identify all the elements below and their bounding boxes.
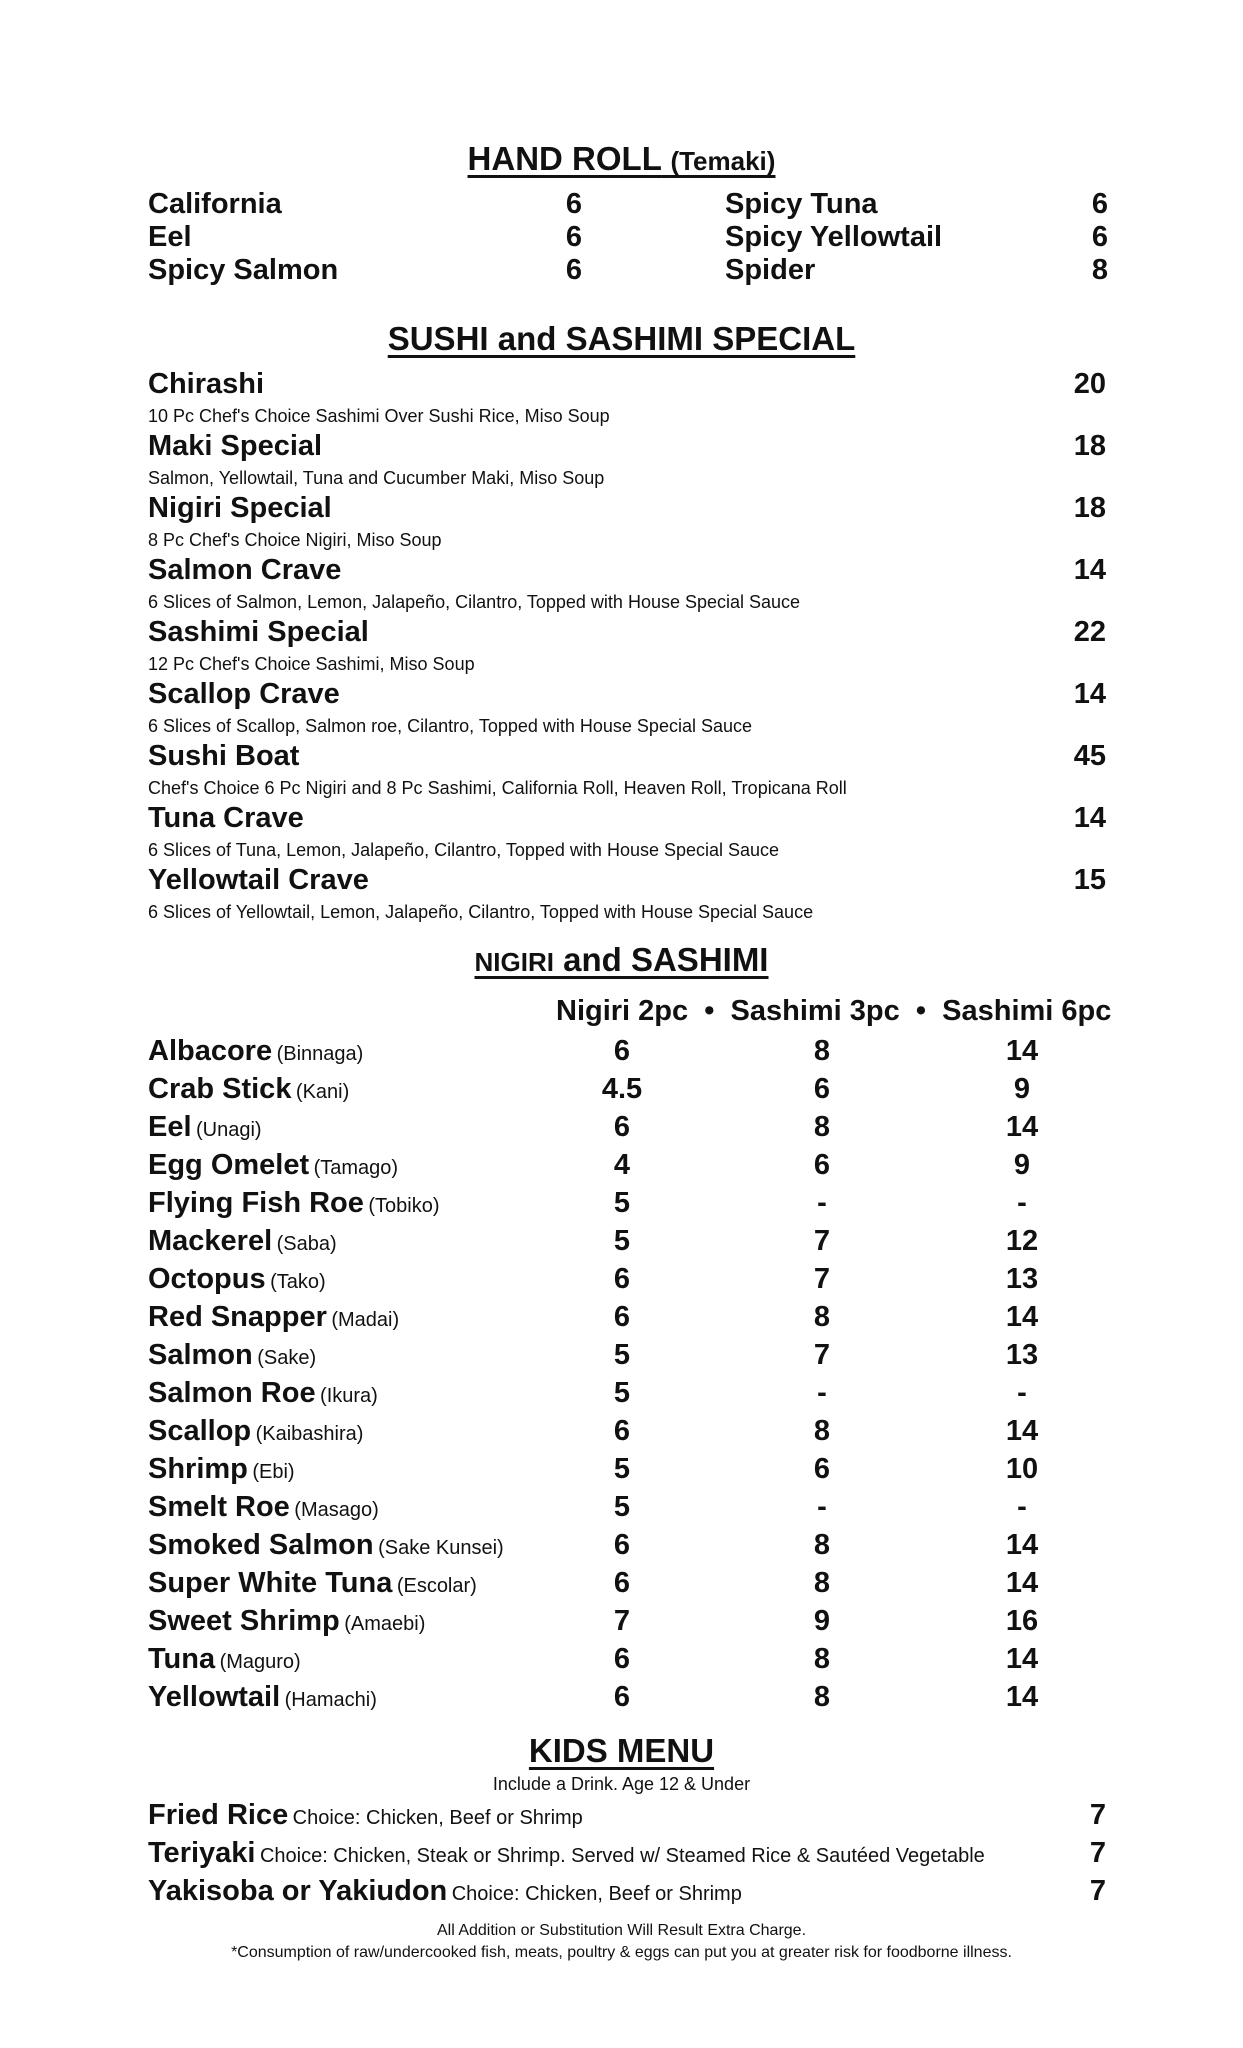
special-item-desc: 6 Slices of Yellowtail, Lemon, Jalapeño, Cilantro, Topped with House Special Sauce [148,902,814,922]
hand-roll-item-name: Spicy Yellowtail [725,221,943,253]
sashimi-6pc-price: 14 [1005,1529,1039,1561]
special-item-name: Tuna Crave [148,802,304,834]
nigiri-row [0,1073,1243,1111]
nigiri-item-name [148,1377,378,1410]
nigiri-row [0,1415,1243,1453]
special-item [148,556,1106,611]
hand-roll-item-name: Eel [148,221,192,253]
sashimi-6pc-price: - [1017,1491,1027,1523]
nigiri-item-english: Crab Stick [148,1073,292,1105]
hand-roll-item-price: 6 [1091,188,1108,220]
nigiri-2pc-price: 7 [613,1605,631,1637]
special-item-name: Sashimi Special [148,616,369,648]
hand-roll-item-name: Spider [725,254,816,286]
nigiri-2pc-price: 4 [613,1149,631,1181]
nigiri-2pc-price: 6 [613,1681,631,1713]
nigiri-row [0,1339,1243,1377]
nigiri-item-japanese: (Saba) [276,1233,337,1255]
special-item-desc: 10 Pc Chef's Choice Sashimi Over Sushi Rice, Miso Soup [148,406,610,426]
special-item [148,494,1106,549]
sashimi-6pc-price: 14 [1005,1567,1039,1599]
nigiri-2pc-price: 6 [613,1415,631,1447]
sashimi-6pc-price: 9 [1013,1149,1031,1181]
nigiri-item-japanese: (Tako) [270,1271,326,1293]
nigiri-2pc-price: 5 [613,1453,631,1485]
nigiri-row [0,1225,1243,1263]
sashimi-6pc-price: - [1017,1377,1027,1409]
consumption-warning: *Consumption of raw/undercooked fish, meats, poultry & eggs can put you at greater risk for foodborne illness. [231,1944,1012,1961]
nigiri-item-english: Salmon Roe [148,1377,316,1409]
nigiri-item-japanese: (Sake) [257,1347,317,1369]
nigiri-row [0,1453,1243,1491]
sashimi-3pc-price: 8 [813,1567,831,1599]
sashimi-6pc-price: 14 [1005,1643,1039,1675]
sashimi-6pc-price: 14 [1005,1035,1039,1067]
special-item-name: Scallop Crave [148,678,340,710]
nigiri-item-japanese: (Ebi) [252,1461,295,1483]
nigiri-item-japanese: (Amaebi) [344,1613,426,1635]
nigiri-item-japanese: (Maguro) [219,1651,301,1673]
sashimi-3pc-price: 7 [813,1263,831,1295]
nigiri-item-japanese: (Unagi) [195,1119,262,1141]
special-item-name: Maki Special [148,430,323,462]
nigiri-item-name [148,1073,349,1106]
nigiri-column-headers: Nigiri 2pc • Sashimi 3pc • Sashimi 6pc [556,995,1112,1027]
sashimi-3pc-price: 9 [813,1605,831,1637]
special-item [148,804,1106,859]
special-item-name: Nigiri Special [148,492,332,524]
sashimi-3pc-price: 8 [813,1681,831,1713]
sashimi-3pc-price: - [817,1491,827,1523]
hand-roll-item-price: 6 [565,188,582,220]
hand-roll-item-price: 6 [565,221,582,253]
nigiri-item-japanese: (Tobiko) [368,1195,440,1217]
nigiri-title: NIGIRI and SASHIMI [474,941,769,978]
special-item-desc: 8 Pc Chef's Choice Nigiri, Miso Soup [148,530,442,550]
nigiri-item-english: Super White Tuna [148,1567,393,1599]
nigiri-item-name [148,1453,295,1486]
nigiri-row [0,1111,1243,1149]
sashimi-3pc-price: 8 [813,1111,831,1143]
nigiri-2pc-price: 5 [613,1491,631,1523]
kids-item [148,1837,1106,1870]
nigiri-item-english: Albacore [148,1035,273,1067]
nigiri-item-name [148,1643,301,1676]
nigiri-item-english: Octopus [148,1263,266,1295]
sashimi-6pc-price: 14 [1005,1111,1039,1143]
nigiri-item-english: Red Snapper [148,1301,327,1333]
nigiri-row [0,1263,1243,1301]
nigiri-row [0,1605,1243,1643]
sashimi-6pc-price: 14 [1005,1681,1039,1713]
special-item-desc: 6 Slices of Salmon, Lemon, Jalapeño, Cilantro, Topped with House Special Sauce [148,592,801,612]
special-item-price: 14 [1073,554,1106,586]
nigiri-item-name [148,1263,326,1296]
nigiri-item-japanese: (Ikura) [320,1385,378,1407]
surcharge-note: All Addition or Substitution Will Result Extra Charge. [436,1922,807,1939]
sashimi-3pc-price: - [817,1187,827,1219]
nigiri-item-japanese: (Sake Kunsei) [378,1537,504,1559]
nigiri-row [0,1567,1243,1605]
special-item-desc: 6 Slices of Scallop, Salmon roe, Cilantro, Topped with House Special Sauce [148,716,753,736]
kids-title: KIDS MENU [528,1732,715,1769]
nigiri-item-japanese: (Escolar) [396,1575,477,1597]
nigiri-item-name [148,1035,363,1068]
sashimi-3pc-price: 7 [813,1225,831,1257]
nigiri-item-name [148,1529,504,1562]
nigiri-item-english: Salmon [148,1339,253,1371]
nigiri-item-japanese: (Masago) [294,1499,379,1521]
hand-roll-item-price: 8 [1091,254,1108,286]
nigiri-item-name [148,1225,337,1258]
kids-item-name: Teriyaki [148,1837,256,1869]
nigiri-item-english: Sweet Shrimp [148,1605,340,1637]
nigiri-row [0,1529,1243,1567]
sashimi-3pc-price: 6 [813,1453,831,1485]
nigiri-item-english: Egg Omelet [148,1149,310,1181]
nigiri-item-english: Yellowtail [148,1681,281,1713]
nigiri-2pc-price: 5 [613,1339,631,1371]
nigiri-item-english: Tuna [148,1643,216,1675]
nigiri-item-japanese: (Binnaga) [276,1043,364,1065]
special-item [148,680,1106,735]
special-item [148,742,1106,797]
nigiri-2pc-price: 6 [613,1263,631,1295]
nigiri-item-japanese: (Madai) [331,1309,400,1331]
nigiri-item-name [148,1339,316,1372]
sashimi-6pc-price: 14 [1005,1301,1039,1333]
sashimi-3pc-price: 8 [813,1415,831,1447]
nigiri-item-japanese: (Kaibashira) [255,1423,364,1445]
special-item-name: Chirashi [148,368,265,400]
special-item-price: 14 [1073,678,1106,710]
nigiri-item-english: Smoked Salmon [148,1529,374,1561]
kids-item [148,1875,1106,1908]
sashimi-3pc-price: 7 [813,1339,831,1371]
special-item-desc: Chef's Choice 6 Pc Nigiri and 8 Pc Sashimi, California Roll, Heaven Roll, Tropicana Roll [148,778,847,798]
nigiri-item-english: Smelt Roe [148,1491,290,1523]
special-item [148,866,1106,921]
kids-item-desc: Choice: Chicken, Beef or Shrimp [292,1807,583,1829]
nigiri-2pc-price: 6 [613,1301,631,1333]
special-item-price: 18 [1073,430,1106,462]
special-title: SUSHI and SASHIMI SPECIAL [387,320,856,357]
nigiri-row [0,1187,1243,1225]
nigiri-item-japanese: (Hamachi) [284,1689,377,1711]
sashimi-3pc-price: 8 [813,1301,831,1333]
nigiri-item-name [148,1415,363,1448]
special-item-price: 14 [1073,802,1106,834]
kids-item-name: Fried Rice [148,1799,289,1831]
nigiri-item-name [148,1111,262,1144]
kids-subtitle: Include a Drink. Age 12 & Under [492,1774,751,1794]
nigiri-2pc-price: 5 [613,1187,631,1219]
nigiri-item-english: Mackerel [148,1225,273,1257]
nigiri-2pc-price: 6 [613,1035,631,1067]
kids-item-price: 7 [1089,1875,1106,1907]
sashimi-3pc-price: 6 [813,1073,831,1105]
sashimi-6pc-price: 9 [1013,1073,1031,1105]
sashimi-3pc-price: 6 [813,1149,831,1181]
sashimi-6pc-price: 10 [1005,1453,1039,1485]
sashimi-6pc-price: 14 [1005,1415,1039,1447]
special-item-name: Yellowtail Crave [148,864,369,896]
special-item-price: 45 [1073,740,1106,772]
nigiri-row [0,1377,1243,1415]
nigiri-row [0,1643,1243,1681]
sashimi-3pc-price: 8 [813,1643,831,1675]
nigiri-item-english: Scallop [148,1415,252,1447]
nigiri-2pc-price: 6 [613,1529,631,1561]
sashimi-6pc-price: 16 [1005,1605,1039,1637]
sashimi-6pc-price: 13 [1005,1339,1039,1371]
special-item [148,432,1106,487]
nigiri-item-name [148,1605,425,1638]
nigiri-item-english: Eel [148,1111,192,1143]
nigiri-item-english: Shrimp [148,1453,248,1485]
special-item-desc: 6 Slices of Tuna, Lemon, Jalapeño, Cilantro, Topped with House Special Sauce [148,840,780,860]
nigiri-item-name [148,1187,440,1220]
nigiri-row [0,1301,1243,1339]
special-item-name: Salmon Crave [148,554,342,586]
special-item-desc: 12 Pc Chef's Choice Sashimi, Miso Soup [148,654,475,674]
sashimi-6pc-price: 12 [1005,1225,1039,1257]
special-item [148,370,1106,425]
nigiri-2pc-price: 4.5 [601,1073,643,1105]
nigiri-item-english: Flying Fish Roe [148,1187,364,1219]
hand-roll-item-name: Spicy Tuna [725,188,878,220]
nigiri-row [0,1149,1243,1187]
sashimi-3pc-price: - [817,1377,827,1409]
nigiri-2pc-price: 5 [613,1225,631,1257]
special-item-price: 20 [1073,368,1106,400]
sashimi-3pc-price: 8 [813,1035,831,1067]
kids-item-desc: Choice: Chicken, Beef or Shrimp [451,1883,742,1905]
nigiri-2pc-price: 6 [613,1111,631,1143]
kids-item-desc: Choice: Chicken, Steak or Shrimp. Served w/ Steamed Rice & Sautéed Vegetable [259,1845,985,1867]
nigiri-2pc-price: 6 [613,1567,631,1599]
sashimi-6pc-price: 13 [1005,1263,1039,1295]
kids-item-price: 7 [1089,1799,1106,1831]
nigiri-item-japanese: (Kani) [295,1081,350,1103]
hand-roll-item-name: California [148,188,282,220]
special-item-name: Sushi Boat [148,740,300,772]
hand-roll-item-price: 6 [565,254,582,286]
nigiri-row [0,1491,1243,1529]
nigiri-item-japanese: (Tamago) [313,1157,399,1179]
kids-item-name: Yakisoba or Yakiudon [148,1875,448,1907]
hand-roll-item-name: Spicy Salmon [148,254,339,286]
hand-roll-item-price: 6 [1091,221,1108,253]
nigiri-row [0,1681,1243,1719]
nigiri-item-name [148,1491,379,1524]
special-item-price: 15 [1073,864,1106,896]
hand-roll-title: HAND ROLL (Temaki) [467,140,776,177]
nigiri-item-name [148,1681,377,1714]
nigiri-item-name [148,1567,477,1600]
nigiri-item-name [148,1149,398,1182]
special-item-desc: Salmon, Yellowtail, Tuna and Cucumber Maki, Miso Soup [148,468,605,488]
special-item-price: 22 [1073,616,1106,648]
special-item-price: 18 [1073,492,1106,524]
special-item [148,618,1106,673]
kids-item-price: 7 [1089,1837,1106,1869]
nigiri-2pc-price: 6 [613,1643,631,1675]
nigiri-item-name [148,1301,399,1334]
nigiri-row [0,1035,1243,1073]
sashimi-6pc-price: - [1017,1187,1027,1219]
kids-item [148,1799,1106,1832]
sashimi-3pc-price: 8 [813,1529,831,1561]
nigiri-2pc-price: 5 [613,1377,631,1409]
